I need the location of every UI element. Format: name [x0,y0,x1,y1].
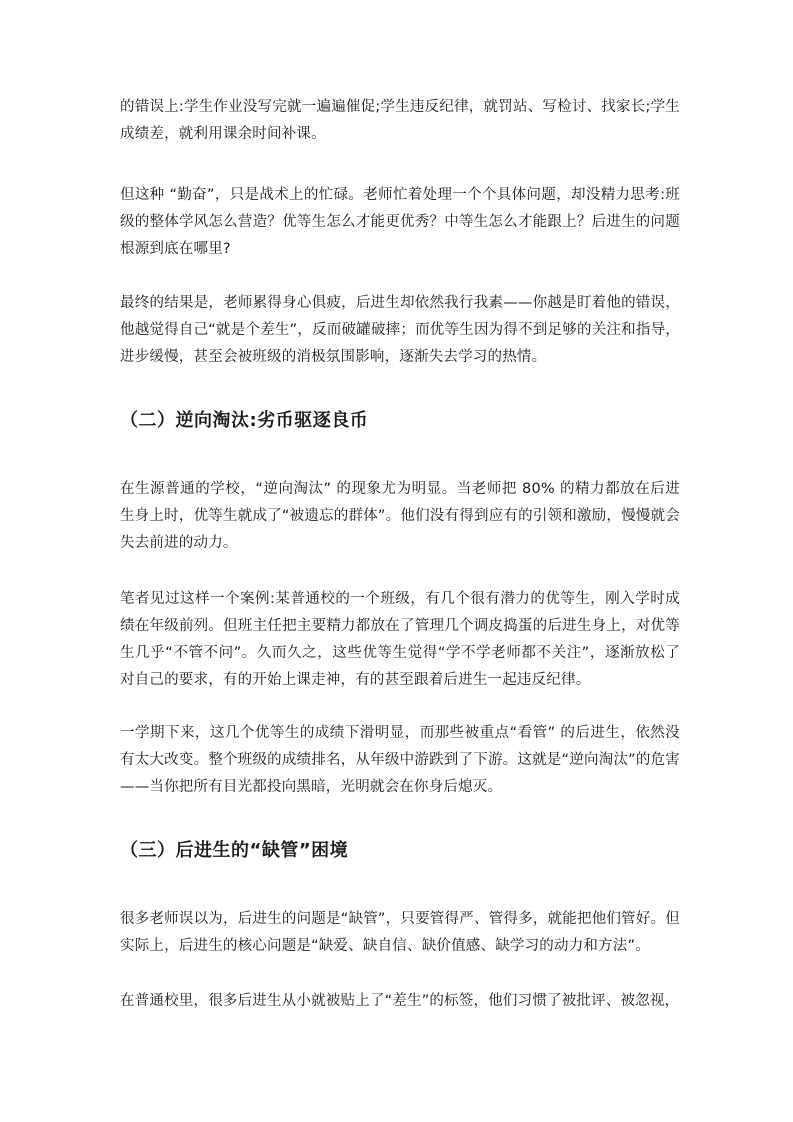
paragraph-8: 在普通校里，很多后进生从小就被贴上了“差生”的标签，他们习惯了被批评、被忽视， [120,993,680,1009]
paragraph-3: 最终的结果是，老师累得身心俱疲，后进生却依然我行我素——你越是盯着他的错误，他越觉得自己“就是个差生”，反而破罐破摔；而优等生因为得不到足够的关注和指导，进步缓慢，甚至会被班级的消极氛围影响，逐渐失去学习的热情。 [120,295,680,365]
paragraph-6: 一学期下来，这几个优等生的成绩下滑明显，而那些被重点“看管” 的后进生，依然没有太大改变。整个班级的成绩排名，从年级中游跌到了下游。这就是“逆向淘汰”的危害——当你把所有目光都投向黑暗，光明就会在你身后熄灭。 [120,725,680,795]
paragraph-1: 的错误上:学生作业没写完就一遍遍催促;学生违反纪律，就罚站、写检讨、找家长;学生成绩差，就利用课余时间补课。 [120,99,680,142]
section-heading-3: （三）后进生的“缺管”困境 [120,840,349,861]
paragraph-4: 在生源普通的学校，“逆向淘汰” 的现象尤为明显。当老师把 80% 的精力都放在后进生身上时，优等生就成了“被遗忘的群体”。他们没有得到应有的引领和激励，慢慢就会失去前进的动力。 [120,481,680,551]
section-heading-2: （二）逆向淘汰:劣币驱逐良币 [120,410,369,431]
paragraph-5: 笔者见过这样一个案例:某普通校的一个班级，有几个很有潜力的优等生，刚入学时成绩在年级前列。但班主任把主要精力都放在了管理几个调皮捣蛋的后进生身上，对优等生几乎“不管不问”。久而久之，这些优等生觉得“学不学老师都不关注”，逐渐放松了对自己的要求，有的开始上课走神，有的甚至跟着后进生一起违反纪律。 [120,591,680,688]
paragraph-2: 但这种 “勤奋”，只是战术上的忙碌。老师忙着处理一个个具体问题，却没精力思考:班级的整体学风怎么营造？优等生怎么才能更优秀？中等生怎么才能跟上？后进生的问题根源到底在哪里? [120,187,680,257]
paragraph-7: 很多老师误以为，后进生的问题是“缺管”，只要管得严、管得多，就能把他们管好。但实际上，后进生的核心问题是“缺爱、缺自信、缺价值感、缺学习的动力和方法”。 [120,911,680,954]
